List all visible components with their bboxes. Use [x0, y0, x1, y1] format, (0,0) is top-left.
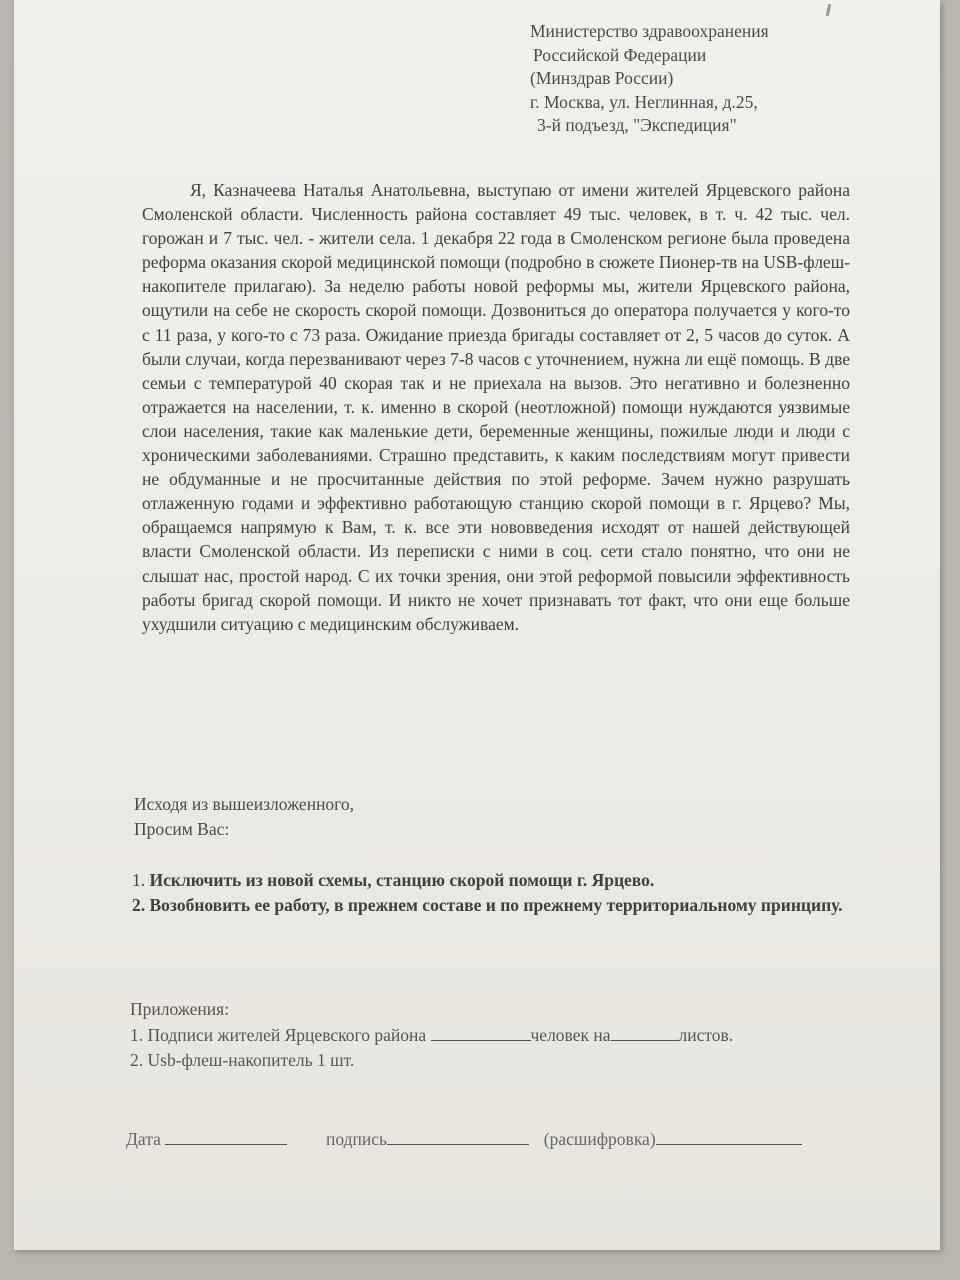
- addressee-block: [530, 20, 850, 138]
- addressee-line: Российской Федерации: [533, 44, 707, 65]
- letter-body: Я, Казначеева Наталья Анатольевна, выступаю от имени жителей Ярцевского района Смоленской области. Численность района составляет 49 тыс. человек, в т. ч. 42 тыс. чел. горожан и 7 тыс. чел. - жители села. 1 декабря 22 года в Смоленском регионе была проведена реформа оказания скорой медицинской помощи (подробно в сюжете Пионер-тв на USB-флеш-накопителе прилагаю). За неделю работы новой реформы мы, жители Ярцевского района, ощутили на себе не скорость скорой помощи. Дозвониться до оператора получается у кого-то с 11 раза, у кого-то с 73 раза. Ожидание приезда бригады составляет от 2, 5 часов до суток. А были случаи, когда перезванивают через 7-8 часов с уточнением, нужна ли ещё помощь. В две семьи с температурой 40 скорая так и не приехала на вызов. Это негативно и болезненно отражается на населении, т. к. именно в скорой (неотложной) помощи нуждаются уязвимые слои населения, такие как маленькие дети, беременные женщины, пожилые люди и люди с хроническими заболеваниями. Страшно представить, к каким последствиям могут привести не обдуманные и не просчитанные действия по этой реформе. Зачем нужно разрушать отлаженную годами и эффективно работающую станцию скорой помощи в г. Ярцево? Мы, обращаемся напрямую к Вам, т. к. все эти нововведения исходят от нашей действующей власти Смоленской области. Из переписки с ними в соц. сети стало понятно, что они не слышат нас, простой народ. С их точки зрения, они этой реформой повысили эффективность работы бригад скорой помощи. И никто не хочет признавать тот факт, что они еще больше ухудшили ситуацию с медицинским обслуживаем.: [142, 180, 850, 634]
- decoding-blank-field: [656, 1128, 802, 1145]
- item-number: 2.: [132, 895, 146, 915]
- addressee-line: Министерство здравоохранения: [530, 21, 769, 41]
- request-intro-line: Просим Вас:: [134, 818, 230, 839]
- item-text: Возобновить ее работу, в прежнем составе и по прежнему территориальному принципу.: [149, 895, 843, 915]
- date-label: Дата: [126, 1129, 161, 1149]
- addressee-line: г. Москва, ул. Неглинная, д.25,: [530, 91, 758, 112]
- appendix-title: Приложения:: [130, 999, 230, 1019]
- count-blank-field: [431, 1024, 531, 1041]
- request-items: [132, 868, 866, 918]
- item-number: 1.: [132, 870, 146, 890]
- request-item: [132, 868, 866, 893]
- page-mark: [826, 4, 831, 16]
- appendix-item: [130, 1023, 860, 1049]
- decoding-label: (расшифровка): [543, 1129, 656, 1149]
- appendix-item-prefix: 1. Подписи жителей Ярцевского района: [130, 1024, 427, 1045]
- signature-line: [126, 1128, 866, 1150]
- addressee-line: 3-й подъезд, "Экспедиция": [537, 115, 737, 135]
- signature-label: подпись: [326, 1129, 388, 1149]
- sheets-blank-field: [611, 1024, 679, 1041]
- appendix-item-suffix: листов.: [678, 1024, 734, 1045]
- date-blank-field: [165, 1128, 287, 1145]
- signature-blank-field: [387, 1128, 529, 1145]
- appendix-item-middle: человек на: [530, 1024, 611, 1045]
- request-intro: [134, 792, 354, 841]
- appendix-item: 2. Usb-флеш-накопитель 1 шт.: [130, 1050, 355, 1070]
- request-intro-line: Исходя из вышеизложенного,: [134, 794, 355, 814]
- request-item: [132, 893, 866, 918]
- document-page: [14, 0, 940, 1250]
- item-text: Исключить из новой схемы, станцию скорой помощи г. Ярцево.: [149, 870, 655, 890]
- appendix-block: [130, 997, 860, 1074]
- addressee-line: (Минздрав России): [530, 68, 674, 88]
